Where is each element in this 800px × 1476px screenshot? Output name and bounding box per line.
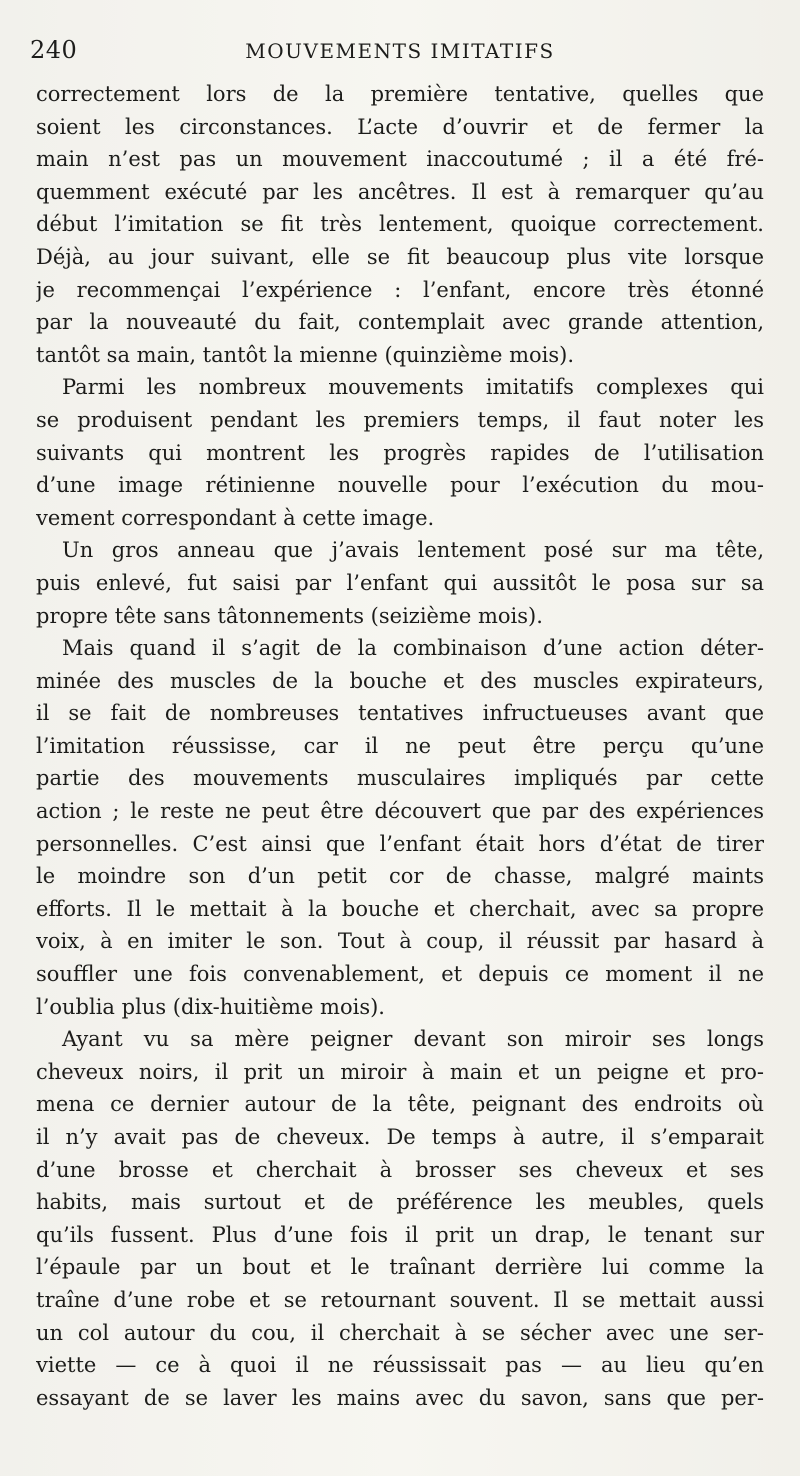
text-line: Parmi les nombreux mouvements imitatifs complexes qui bbox=[62, 375, 764, 400]
text-line: main n’est pas un mouvement inaccoutumé ; il a été fré- bbox=[36, 147, 764, 172]
text-line: se produisent pendant les premiers temps, il faut noter les bbox=[36, 407, 764, 432]
text-line: l’imitation réussisse, car il ne peut être perçu qu’une bbox=[36, 733, 764, 758]
text-line: voix, à en imiter le son. Tout à coup, il réussit par hasard à bbox=[36, 929, 764, 954]
paragraph bbox=[36, 371, 764, 534]
text-line: traîne d’une robe et se retournant souvent. Il se mettait aussi bbox=[36, 1287, 764, 1312]
text-line: l’oublia plus (dix-huitième mois). bbox=[36, 994, 385, 1019]
text-line: efforts. Il le mettait à la bouche et cherchait, avec sa propre bbox=[36, 896, 764, 921]
text-line: minée des muscles de la bouche et des muscles expirateurs, bbox=[36, 668, 764, 693]
text-line: il n’y avait pas de cheveux. De temps à autre, il s’emparait bbox=[36, 1125, 764, 1149]
text-line: correctement lors de la première tentative, quelles que bbox=[36, 82, 764, 106]
text-line: Un gros anneau que j’avais lentement posé sur ma tête, bbox=[62, 538, 764, 563]
text-line: d’une image rétinienne nouvelle pour l’exécution du mou- bbox=[36, 473, 764, 498]
text-line: personnelles. C’est ainsi que l’enfant était hors d’état de tirer bbox=[36, 831, 764, 856]
text-line: action ; le reste ne peut être découvert que par des expériences bbox=[36, 799, 764, 824]
text-line: Déjà, au jour suivant, elle se fit beaucoup plus vite lorsque bbox=[36, 244, 764, 269]
text-line: le moindre son d’un petit cor de chasse, malgré maints bbox=[36, 864, 764, 889]
text-line: habits, mais surtout et de préférence les meubles, quels bbox=[36, 1190, 764, 1215]
text-line: puis enlevé, fut saisi par l’enfant qui aussitôt le posa sur sa bbox=[36, 570, 764, 595]
text-line: il se fait de nombreuses tentatives infructueuses avant que bbox=[36, 701, 764, 726]
page-header bbox=[0, 36, 800, 70]
text-line: Ayant vu sa mère peigner devant son miroir ses longs bbox=[62, 1027, 764, 1052]
text-line: mena ce dernier autour de la tête, peignant des endroits où bbox=[36, 1092, 764, 1117]
text-line: propre tête sans tâtonnements (seizième mois). bbox=[36, 603, 543, 628]
paragraph bbox=[36, 534, 764, 632]
text-line: quemment exécuté par les ancêtres. Il est à remarquer qu’au bbox=[36, 179, 764, 204]
text-line: tantôt sa main, tantôt la mienne (quinzième mois). bbox=[36, 342, 575, 367]
paragraph bbox=[36, 78, 764, 371]
text-line: Mais quand il s’agit de la combinaison d’une action déter- bbox=[62, 636, 764, 661]
text-line: viette — ce à quoi il ne réussissait pas — au lieu qu’en bbox=[36, 1353, 764, 1378]
text-line: cheveux noirs, il prit un miroir à main et un peigne et pro- bbox=[36, 1059, 764, 1084]
text-line: suivants qui montrent les progrès rapides de l’utilisation bbox=[36, 440, 764, 465]
text-line: soient les circonstances. L’acte d’ouvrir et de fermer la bbox=[36, 114, 764, 139]
text-line: qu’ils fussent. Plus d’une fois il prit un drap, le tenant sur bbox=[36, 1222, 764, 1247]
text-line: je recommençai l’expérience : l’enfant, encore très étonné bbox=[36, 277, 764, 302]
body-text bbox=[36, 78, 764, 1414]
text-line: d’une brosse et cherchait à brosser ses cheveux et ses bbox=[36, 1157, 764, 1182]
text-line: souffler une fois convenablement, et depuis ce moment il ne bbox=[36, 962, 764, 987]
page-number: 240 bbox=[30, 36, 78, 64]
paragraph bbox=[36, 632, 764, 1023]
running-title: MOUVEMENTS IMITATIFS bbox=[245, 39, 555, 63]
text-line: partie des mouvements musculaires impliqués par cette bbox=[36, 766, 764, 791]
text-line: par la nouveauté du fait, contemplait avec grande attention, bbox=[36, 310, 764, 335]
text-line: un col autour du cou, il cherchait à se sécher avec une ser- bbox=[36, 1320, 764, 1345]
text-line: essayant de se laver les mains avec du savon, sans que per- bbox=[36, 1385, 764, 1410]
text-line: l’épaule par un bout et le traînant derrière lui comme la bbox=[36, 1255, 764, 1280]
text-line: vement correspondant à cette image. bbox=[36, 505, 435, 530]
text-line: début l’imitation se fit très lentement, quoique correctement. bbox=[36, 212, 764, 237]
paragraph bbox=[36, 1023, 764, 1414]
